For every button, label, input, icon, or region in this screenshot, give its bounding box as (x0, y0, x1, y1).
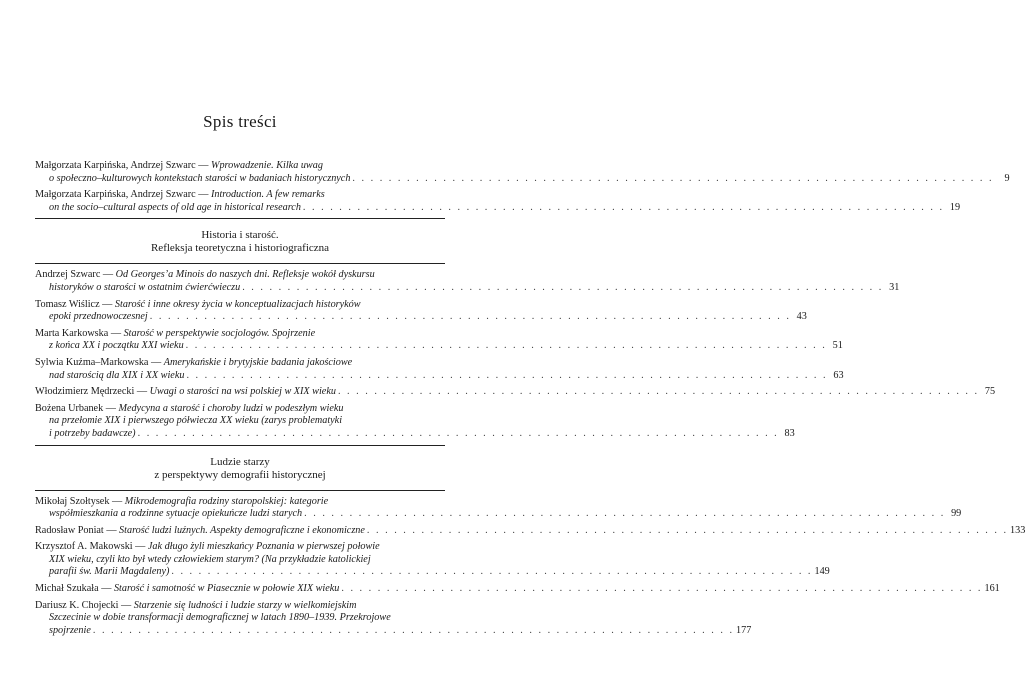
entry-continuation (35, 415, 445, 428)
entry-dash: — (102, 269, 114, 281)
entry-title-continued: i potrzeby badawcze) (49, 427, 136, 439)
entry-author: Andrzej Szwarc (35, 269, 101, 281)
entry-title: Starość w perspektywie socjologów. Spojrzenie (123, 327, 316, 339)
page-number: 31 (889, 281, 900, 293)
entry-title: Od Georges’a Minois do naszych dni. Refleksje wokół dyskursu (115, 269, 375, 281)
entry-dash: — (198, 189, 209, 201)
section-rule (35, 263, 445, 264)
entry-first-line (35, 386, 336, 397)
entry-title: Introduction. A few remarks (210, 189, 325, 201)
entry-dash: — (101, 583, 112, 595)
page-number: 99 (951, 508, 962, 520)
entry-first-line (35, 525, 365, 536)
entry-title-continued: on the socio–cultural aspects of old age in historical research (49, 201, 301, 213)
entry-title-continued: z końca XX i początku XXI wieku (49, 340, 184, 352)
entry-author: Małgorzata Karpińska, Andrzej Szwarc (35, 160, 196, 171)
page-number: 149 (814, 566, 830, 578)
entry-line-text (35, 525, 365, 538)
entry-author: Mikołaj Szołtysek (35, 495, 110, 507)
entry-last-line (35, 566, 830, 579)
entry-first-line (35, 299, 445, 312)
entry-title: Jak długo żyli mieszkańcy Poznania w pierwszej połowie (147, 541, 380, 553)
entry-last-line (35, 340, 843, 353)
entry-first-line (35, 496, 445, 509)
page-number: 19 (949, 201, 961, 213)
entry-last-line (35, 281, 900, 295)
section-rule (35, 218, 445, 219)
entry-first-line (35, 328, 445, 341)
entry-first-line (35, 403, 445, 416)
entry-title-continued: spojrzenie (49, 624, 91, 636)
section-rule (35, 445, 445, 446)
toc-group-intro (35, 160, 1010, 214)
dot-leader: . . . . . . . . . . . . . . . . . . . . . . . . . . . . . . . . . . . . . . . . . . . . . . . . . . . . . . . . . . . . . . . . . . . . . . . (341, 583, 983, 595)
entry-dash: — (136, 386, 148, 398)
page-number: 63 (833, 369, 844, 381)
entry-title: Medycyna a starość i choroby ludzi w podeszłym wieku (118, 402, 344, 414)
entry-dash: — (135, 541, 146, 553)
entry-last-line (35, 624, 752, 638)
entry-first-line (35, 160, 445, 173)
toc-entry (35, 524, 1025, 538)
entry-line-text (35, 583, 339, 596)
dot-leader: . . . . . . . . . . . . . . . . . . . . . . . . . . . . . . . . . . . . . . . . . . . . . . . . . . . . . . . . . . . . . . . . . . . . . . . (304, 508, 946, 520)
entry-title-continued: o społeczno–kulturowych kontekstach starości w badaniach historycznych (49, 172, 351, 184)
section-heading-line: Ludzie starzy (210, 455, 270, 468)
toc-entry (35, 298, 807, 324)
entry-dash: — (151, 356, 162, 368)
entry-title-continued: parafii św. Marii Magdaleny) (49, 566, 170, 578)
entry-first-line (35, 541, 445, 554)
entry-line (35, 386, 996, 399)
entry-last-line (35, 427, 795, 441)
entry-author: Marta Karkowska (35, 327, 109, 339)
entry-dash: — (110, 327, 122, 339)
entry-dash: — (102, 298, 113, 310)
dot-leader: . . . . . . . . . . . . . . . . . . . . . . . . . . . . . . . . . . . . . . . . . . . . . . . . . . . . . . . . . . . . . . . . . . . . . . . (242, 281, 884, 293)
entry-first-line (35, 189, 445, 202)
toc-entry (35, 269, 900, 294)
toc-entry (35, 327, 843, 353)
toc-entry (35, 189, 961, 214)
entry-title-continued: nad starością dla XIX i XX wieku (49, 369, 185, 381)
dot-leader: . . . . . . . . . . . . . . . . . . . . . . . . . . . . . . . . . . . . . . . . . . . . . . . . . . . . . . . . . . . . . . . . . . . . . . . (186, 369, 828, 381)
entry-title-continued: Szczecinie w dobie transformacji demograficznej w latach 1890–1939. Przekrojowe (49, 612, 391, 624)
page-number: 83 (784, 427, 795, 439)
toc-group-demography (35, 495, 1025, 638)
dot-leader: . . . . . . . . . . . . . . . . . . . . . . . . . . . . . . . . . . . . . . . . . . . . . . . . . . . . . . . . . . . . . . . . . . . . . . . (352, 172, 994, 184)
toc-group-history (35, 269, 996, 440)
entry-line-text (35, 386, 336, 399)
page-number: 9 (1004, 172, 1010, 184)
dot-leader: . . . . . . . . . . . . . . . . . . . . . . . . . . . . . . . . . . . . . . . . . . . . . . . . . . . . . . . . . . . . . . . . . . . . . . . (337, 386, 980, 398)
toc-entry (35, 402, 795, 441)
entry-title-continued: współmieszkania a rodzinne sytuacje opiekuńcze ludzi starych (49, 508, 303, 520)
entry-first-line (35, 583, 339, 594)
entry-continuation (35, 612, 445, 625)
entry-dash: — (106, 524, 117, 536)
dot-leader: . . . . . . . . . . . . . . . . . . . . . . . . . . . . . . . . . . . . . . . . . . . . . . . . . . . . . . . . . . . . . . . . . . . . . . . (366, 524, 1009, 536)
entry-dash: — (111, 495, 123, 507)
page-number: 161 (984, 583, 1000, 595)
dot-leader: . . . . . . . . . . . . . . . . . . . . . . . . . . . . . . . . . . . . . . . . . . . . . . . . . . . . . . . . . . . . . . . . . . . . . . . (92, 624, 734, 636)
page-number: 43 (796, 311, 807, 323)
entry-title: Mikrodemografia rodziny staropolskiej: kategorie (124, 495, 329, 507)
entry-line (35, 524, 1025, 538)
toc-entry (35, 356, 844, 382)
entry-title: Starość ludzi luźnych. Aspekty demograficzne i ekonomiczne (119, 524, 365, 536)
entry-last-line (35, 508, 962, 521)
entry-first-line (35, 357, 445, 370)
entry-title-continued: XIX wieku, czyli kto był wtedy człowiekiem starym? (Na przykładzie katolickiej (49, 553, 371, 565)
page-number: 75 (984, 386, 996, 398)
entry-first-line (35, 269, 445, 282)
entry-title-continued: historyków o starości w ostatnim ćwierćwieczu (49, 281, 241, 293)
section-rule (35, 490, 445, 491)
toc-entry (35, 583, 1000, 596)
dot-leader: . . . . . . . . . . . . . . . . . . . . . . . . . . . . . . . . . . . . . . . . . . . . . . . . . . . . . . . . . . . . . . . . . . . . . . . (137, 427, 779, 439)
entry-title: Wprowadzenie. Kilka uwag (210, 160, 323, 171)
entry-first-line (35, 600, 445, 613)
section-heading-1 (35, 229, 445, 255)
entry-line (35, 583, 1000, 596)
toc-entry (35, 160, 1010, 185)
entry-author: Włodzimierz Mędrzecki (35, 386, 135, 398)
entry-dash: — (198, 160, 209, 171)
section-heading-line: Refleksja teoretyczna i historiograficzna (150, 242, 330, 255)
entry-continuation (35, 554, 445, 567)
page-title: Spis treści (203, 112, 277, 131)
dot-leader: . . . . . . . . . . . . . . . . . . . . . . . . . . . . . . . . . . . . . . . . . . . . . . . . . . . . . . . . . . . . . . . . . . . . . . . (149, 311, 791, 323)
dot-leader: . . . . . . . . . . . . . . . . . . . . . . . . . . . . . . . . . . . . . . . . . . . . . . . . . . . . . . . . . . . . . . . . . . . . . . . (302, 201, 945, 213)
entry-title: Starość i samotność w Piasecznie w połowie XIX wieku (113, 583, 340, 595)
table-of-contents (35, 160, 1025, 641)
entry-author: Dariusz K. Chojecki (35, 599, 119, 611)
dot-leader: . . . . . . . . . . . . . . . . . . . . . . . . . . . . . . . . . . . . . . . . . . . . . . . . . . . . . . . . . . . . . . . . . . . . . . . (185, 340, 827, 352)
entry-title-continued: epoki przednowoczesnej (49, 311, 148, 323)
section-heading-2 (35, 456, 445, 482)
toc-entry (35, 599, 752, 638)
entry-title: Amerykańskie i brytyjskie badania jakościowe (163, 356, 353, 368)
entry-title: Starzenie się ludności i ludzie starzy w wielkomiejskim (133, 599, 357, 611)
entry-last-line (35, 369, 844, 383)
entry-author: Tomasz Wiślicz (35, 298, 100, 310)
entry-last-line (35, 172, 1010, 186)
entry-title-continued: na przełomie XIX i pierwszego półwiecza XX wieku (zarys problematyki (49, 415, 343, 427)
toc-entry (35, 495, 962, 521)
dot-leader: . . . . . . . . . . . . . . . . . . . . . . . . . . . . . . . . . . . . . . . . . . . . . . . . . . . . . . . . . . . . . . . . . . . . . . . (171, 566, 813, 578)
entry-author: Radosław Poniat (35, 524, 104, 536)
entry-last-line (35, 201, 961, 215)
page-number: 133 (1010, 524, 1025, 536)
toc-entry (35, 541, 830, 579)
section-heading-line: Historia i starość. (201, 229, 279, 242)
page-number: 177 (736, 624, 752, 636)
entry-author: Sylwia Kuźma–Markowska (35, 356, 149, 368)
entry-author: Michał Szukała (35, 583, 99, 595)
entry-author: Małgorzata Karpińska, Andrzej Szwarc (35, 189, 196, 201)
toc-entry (35, 386, 996, 399)
entry-dash: — (121, 599, 132, 611)
entry-title: Uwagi o starości na wsi polskiej w XIX wieku (149, 386, 336, 398)
section-heading-line: z perspektywy demografii historycznej (154, 468, 326, 481)
page-number: 51 (832, 340, 843, 352)
entry-dash: — (105, 402, 116, 414)
entry-author: Bożena Urbanek (35, 402, 104, 414)
entry-author: Krzysztof A. Makowski (35, 541, 133, 553)
entry-title: Starość i inne okresy życia w konceptualizacjach historyków (114, 298, 361, 310)
entry-last-line (35, 311, 807, 324)
